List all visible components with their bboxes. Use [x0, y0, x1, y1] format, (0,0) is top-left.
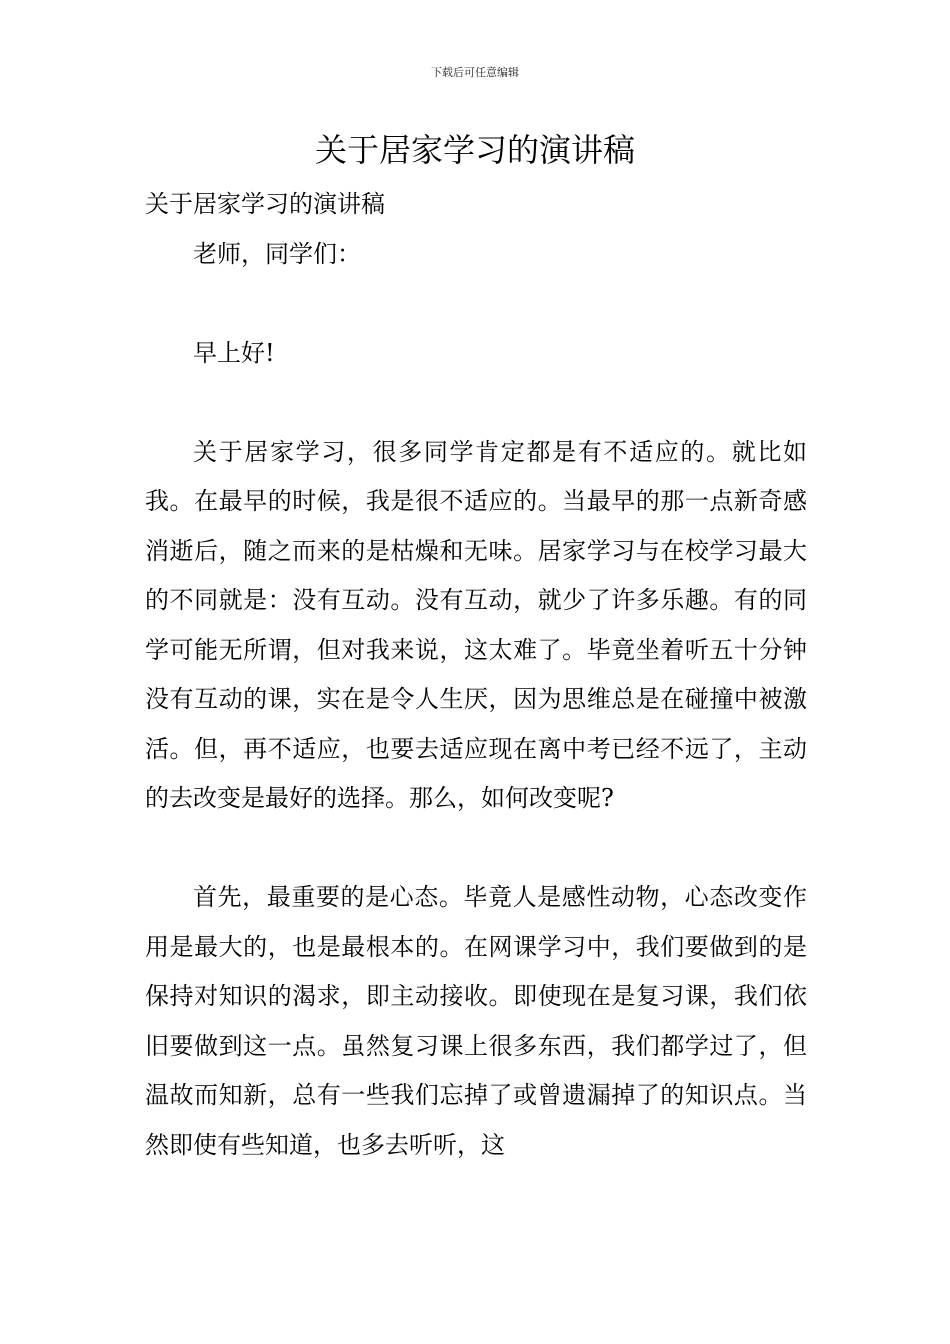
document-title: 关于居家学习的演讲稿 — [314, 131, 635, 169]
header-note: 下载后可任意编辑 — [431, 66, 519, 79]
body-paragraph: 关于居家学习，很多同学肯定都是有不适应的。就比如我。在最早的时候，我是很不适应的。当最早的那一点新奇感消逝后，随之而来的是枯燥和无味。居家学习与在校学习最大的不同就是：没有互动。没有互动，就少了许多乐趣。有的同学可能无所谓，但对我来说，这太难了。毕竟坐着听五十分钟没有互动的课，实在是令人生厌，因为思维总是在碰撞中被激活。但，再不适应，也要去适应现在离中考已经不远了，主动的去改变是最好的选择。那么，如何改变呢? — [145, 437, 807, 812]
body-paragraph: 首先，最重要的是心态。毕竟人是感性动物，心态改变作用是最大的，也是最根本的。在网课学习中，我们要做到的是保持对知识的渴求，即主动接收。即使现在是复习课，我们依旧要做到这一点。虽然复习课上很多东西，我们都学过了，但温故而知新，总有一些我们忘掉了或曾遗漏掉了的知识点。当然即使有些知道，也多去听听，这 — [145, 883, 807, 1159]
salutation-paragraph: 早上好! — [193, 338, 275, 367]
greeting-paragraph: 老师，同学们： — [193, 239, 361, 268]
document-body — [145, 180, 807, 1220]
document-subtitle: 关于居家学习的演讲稿 — [145, 190, 385, 218]
